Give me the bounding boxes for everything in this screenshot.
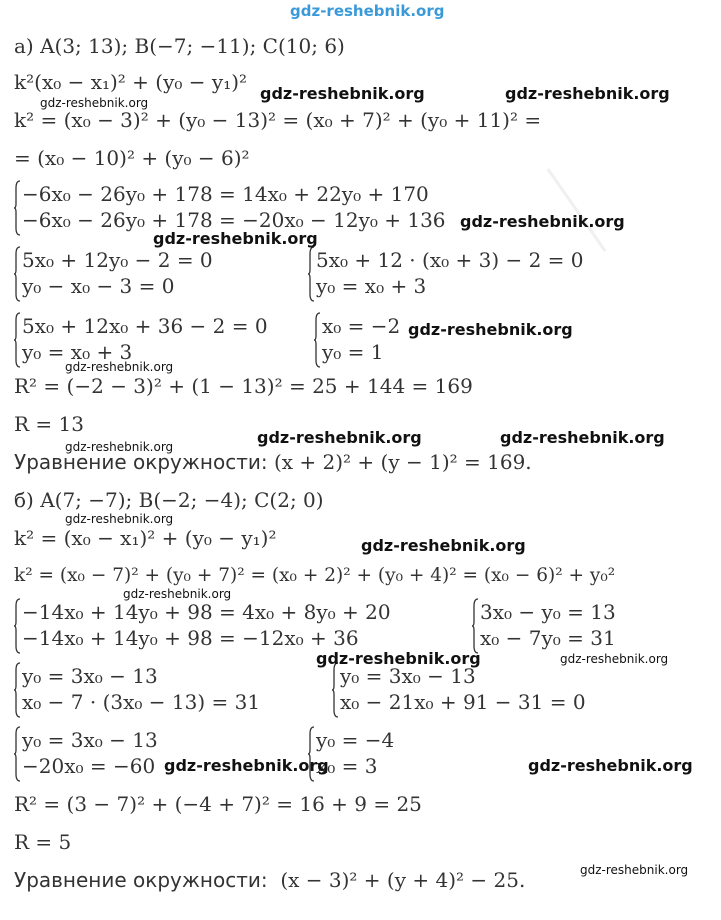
- brace-icon: [14, 312, 20, 368]
- watermark: gdz-reshebnik.org: [361, 536, 526, 555]
- watermark: gdz-reshebnik.org: [528, 756, 693, 775]
- system-row: −14x₀ + 14y₀ + 98 = −12x₀ + 36: [22, 626, 359, 650]
- part-b-equation-line-1: k² = (x₀ − 7)² + (y₀ + 7)² = (x₀ + 2)² + (y₀ + 4)² = (x₀ − 6)² + y₀²: [14, 565, 616, 586]
- part-a-equation-line-1: k² = (x₀ − 3)² + (y₀ − 13)² = (x₀ + 7)² + (y₀ + 11)² =: [14, 108, 542, 132]
- system-row: −20x₀ = −60: [22, 754, 156, 778]
- watermark-small: gdz-reshebnik.org: [123, 587, 232, 601]
- brace-icon: [14, 662, 20, 718]
- watermark: gdz-reshebnik.org: [408, 320, 573, 339]
- system-row: y₀ = 3x₀ − 13: [340, 664, 476, 688]
- watermark: gdz-reshebnik.org: [505, 84, 670, 103]
- system-row: 5x₀ + 12y₀ − 2 = 0: [22, 248, 213, 272]
- part-b-points: б) A(7; −7); B(−2; −4); C(2; 0): [14, 488, 324, 512]
- system-row: x₀ − 7 · (3x₀ − 13) = 31: [22, 690, 261, 714]
- watermark-small: gdz-reshebnik.org: [560, 652, 669, 666]
- system-row: −14x₀ + 14y₀ + 98 = 4x₀ + 8y₀ + 20: [22, 600, 391, 624]
- system-row: 5x₀ + 12x₀ + 36 − 2 = 0: [22, 314, 268, 338]
- system-row: x₀ = 3: [316, 754, 378, 778]
- part-b-system-4: [332, 662, 612, 718]
- answer-equation: (x + 2)² + (y − 1)² = 169.: [273, 450, 532, 474]
- answer-label: Уравнение окружности:: [14, 450, 268, 474]
- brace-icon: [472, 598, 478, 654]
- part-a-points: а) A(3; 13); B(−7; −11); C(10; 6): [14, 34, 345, 58]
- watermark: gdz-reshebnik.org: [500, 428, 665, 447]
- system-row: x₀ − 21x₀ + 91 − 31 = 0: [340, 690, 586, 714]
- watermark: gdz-reshebnik.org: [260, 84, 425, 103]
- brace-icon: [314, 312, 320, 368]
- part-b-answer: [14, 868, 525, 892]
- faint-mark: [547, 168, 607, 252]
- part-b-radius-squared: R² = (3 − 7)² + (−4 + 7)² = 16 + 9 = 25: [14, 792, 422, 816]
- brace-icon: [14, 180, 20, 236]
- part-b-system-3: [14, 662, 294, 718]
- system-row: y₀ − x₀ − 3 = 0: [22, 274, 175, 298]
- brace-icon: [308, 246, 314, 302]
- system-row: y₀ = 1: [322, 340, 384, 364]
- part-a-radius: R = 13: [14, 412, 84, 436]
- answer-equation: (x − 3)² + (y + 4)² − 25.: [280, 868, 526, 892]
- system-row: y₀ = x₀ + 3: [316, 274, 427, 298]
- watermark: gdz-reshebnik.org: [153, 229, 318, 248]
- system-row: −6x₀ − 26y₀ + 178 = 14x₀ + 22y₀ + 170: [22, 182, 429, 206]
- brace-icon: [14, 598, 20, 654]
- system-row: y₀ = 3x₀ − 13: [22, 664, 158, 688]
- part-b-radius: R = 5: [14, 830, 72, 854]
- system-row: y₀ = −4: [316, 728, 395, 752]
- system-row: x₀ − 7y₀ = 31: [480, 626, 616, 650]
- system-row: y₀ = x₀ + 3: [22, 340, 133, 364]
- watermark: gdz-reshebnik.org: [164, 756, 329, 775]
- system-row: y₀ = 3x₀ − 13: [22, 728, 158, 752]
- top-watermark: gdz-reshebnik.org: [290, 2, 445, 20]
- system-row: x₀ = −2: [322, 314, 401, 338]
- watermark-small: gdz-reshebnik.org: [65, 440, 174, 454]
- part-b-distance-formula: k² = (x₀ − x₁)² + (y₀ − y₁)²: [14, 526, 277, 550]
- brace-icon: [14, 246, 20, 302]
- part-b-system-1: [14, 598, 434, 654]
- watermark-small: gdz-reshebnik.org: [65, 360, 174, 374]
- part-a-equation-line-2: = (x₀ − 10)² + (y₀ − 6)²: [14, 146, 250, 170]
- part-a-radius-squared: R² = (−2 − 3)² + (1 − 13)² = 25 + 144 = 169: [14, 374, 473, 398]
- watermark: gdz-reshebnik.org: [316, 649, 481, 668]
- part-a-system-1: [14, 180, 474, 236]
- brace-icon: [14, 726, 20, 782]
- system-row: −6x₀ − 26y₀ + 178 = −20x₀ − 12y₀ + 136: [22, 208, 446, 232]
- answer-label: Уравнение окружности:: [14, 868, 268, 892]
- part-a-system-2: [14, 246, 274, 302]
- system-row: 5x₀ + 12 · (x₀ + 3) − 2 = 0: [316, 248, 584, 272]
- system-row: 3x₀ − y₀ = 13: [480, 600, 616, 624]
- brace-icon: [332, 662, 338, 718]
- watermark-small: gdz-reshebnik.org: [580, 863, 689, 877]
- part-a-system-3: [308, 246, 608, 302]
- watermark: gdz-reshebnik.org: [460, 212, 625, 231]
- watermark: gdz-reshebnik.org: [257, 428, 422, 447]
- watermark-small: gdz-reshebnik.org: [65, 512, 174, 526]
- part-b-system-2: [472, 598, 652, 654]
- part-a-distance-formula: k²(x₀ − x₁)² + (y₀ − y₁)²: [14, 70, 248, 94]
- watermark-small: gdz-reshebnik.org: [40, 96, 149, 110]
